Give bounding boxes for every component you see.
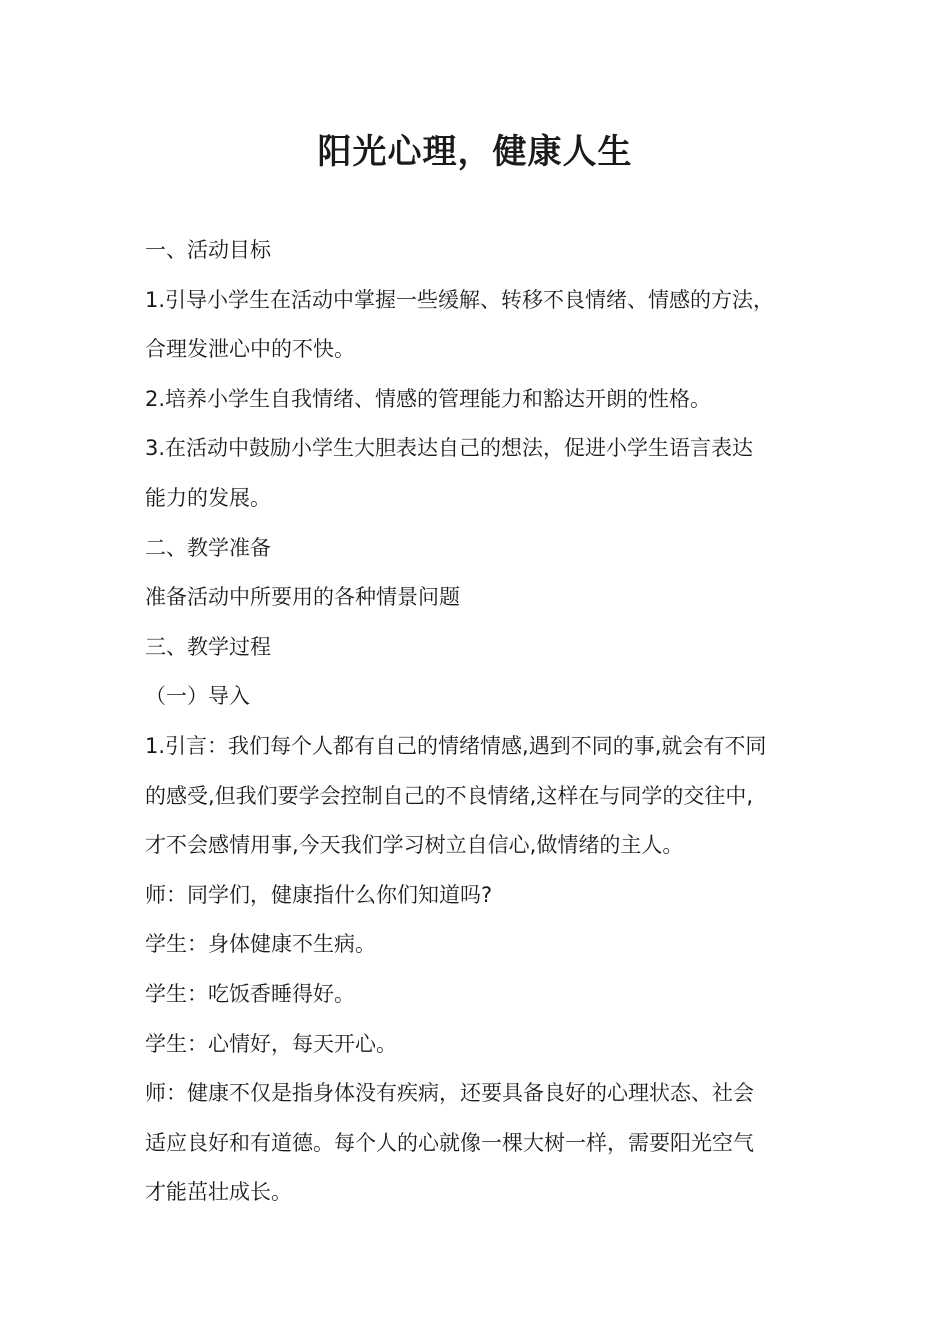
paragraph-line: 1.引言：我们每个人都有自己的情绪情感,遇到不同的事,就会有不同 (145, 733, 767, 758)
dialogue-line: 学生：身体健康不生病。 (145, 932, 376, 957)
section-heading-goals: 一、活动目标 (145, 238, 271, 262)
paragraph-line: 合理发泄心中的不快。 (145, 337, 355, 362)
document-title: 阳光心理，健康人生 (317, 132, 633, 172)
dialogue-line: 学生：吃饭香睡得好。 (145, 981, 355, 1006)
paragraph-line: 才不会感情用事,今天我们学习树立自信心,做情绪的主人。 (145, 833, 684, 858)
dialogue-line: 适应良好和有道德。每个人的心就像一棵大树一样，需要阳光空气 (145, 1130, 754, 1155)
paragraph-line: 准备活动中所要用的各种情景问题 (145, 585, 460, 610)
document-body (145, 226, 825, 1218)
paragraph-line: 1.引导小学生在活动中掌握一些缓解、转移不良情绪、情感的方法， (145, 287, 775, 312)
dialogue-line: 师：同学们，健康指什么你们知道吗? (145, 882, 493, 907)
dialogue-line: 学生：心情好，每天开心。 (145, 1031, 397, 1056)
section-heading-preparation: 二、教学准备 (145, 535, 271, 560)
paragraph-line: 能力的发展。 (145, 485, 271, 510)
paragraph-line: 3.在活动中鼓励小学生大胆表达自己的想法，促进小学生语言表达 (145, 436, 754, 461)
paragraph-line: 2.培养小学生自我情绪、情感的管理能力和豁达开朗的性格。 (145, 386, 712, 411)
paragraph-line: 的感受,但我们要学会控制自己的不良情绪,这样在与同学的交往中, (145, 783, 754, 808)
subsection-heading-intro: （一）导入 (145, 684, 250, 709)
dialogue-line: 师：健康不仅是指身体没有疾病，还要具备良好的心理状态、社会 (145, 1081, 754, 1106)
dialogue-line: 才能茁壮成长。 (145, 1180, 292, 1205)
section-heading-process: 三、教学过程 (145, 634, 271, 659)
